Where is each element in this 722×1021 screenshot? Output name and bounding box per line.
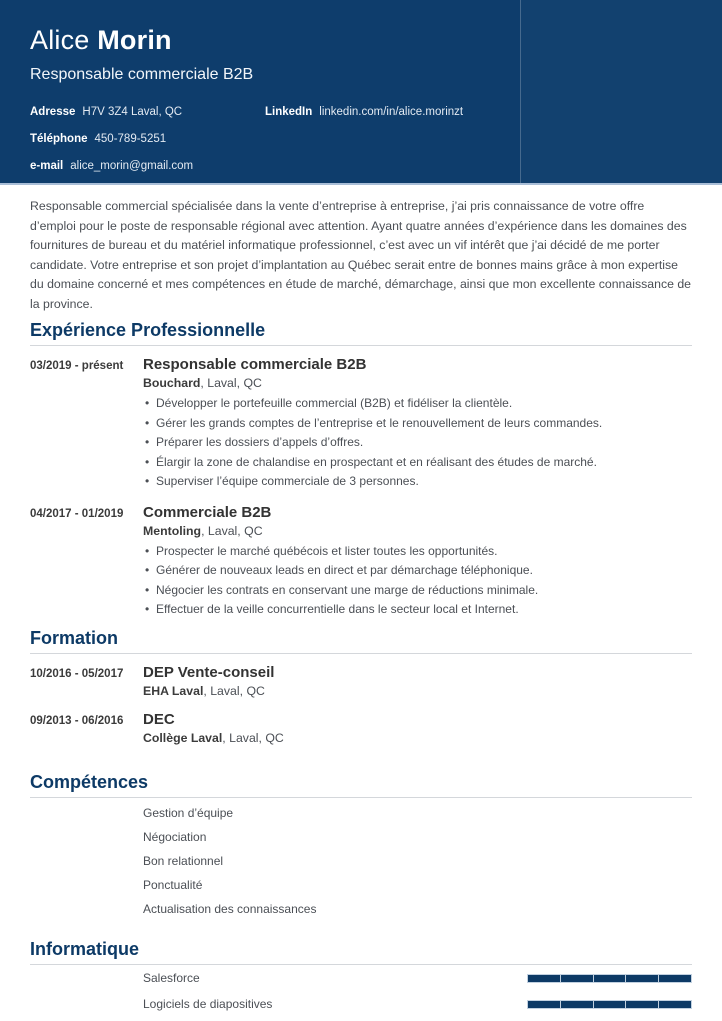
bullet-item: • Prospecter le marché québécois et lister toutes les opportunités. — [143, 542, 692, 562]
skill-spacer — [30, 878, 143, 893]
first-name: Alice — [30, 25, 90, 55]
skill-level-segment — [659, 975, 691, 982]
entry-body — [143, 504, 692, 620]
skill-spacer — [30, 902, 143, 917]
school-name: Collège Laval — [143, 730, 223, 745]
entry-company — [143, 376, 692, 391]
skill-level-segment — [561, 975, 593, 982]
contact-column-left — [30, 105, 265, 186]
contact-row-linkedin — [265, 105, 463, 119]
header — [0, 0, 722, 185]
bullet-item: • Élargir la zone de chalandise en prospectant et en réalisant des études de marché. — [143, 453, 692, 473]
skill-list — [30, 806, 692, 917]
skill-spacer — [30, 806, 143, 821]
skill-item — [30, 878, 692, 893]
entry-title: DEP Vente-conseil — [143, 663, 275, 681]
entry-body — [143, 356, 692, 492]
school-location: , Laval, QC — [222, 730, 284, 745]
contact-label-address: Adresse — [30, 106, 76, 118]
software-label: Salesforce — [143, 970, 200, 985]
contact-value-address: H7V 3Z4 Laval, QC — [82, 106, 183, 118]
company-location: , Laval, QC — [201, 523, 263, 538]
skill-level-segment — [626, 1001, 658, 1008]
software-label: Logiciels de diapositives — [143, 996, 273, 1011]
skill-level-segment — [528, 1001, 560, 1008]
section-title-skills: Compétences — [30, 772, 692, 798]
skill-level-bar — [527, 974, 692, 983]
skill-item — [30, 902, 692, 917]
school-location: , Laval, QC — [203, 683, 265, 698]
section-title-experience: Expérience Professionnelle — [30, 320, 692, 346]
contact-label-email: e-mail — [30, 160, 64, 172]
section-skills — [30, 772, 692, 917]
entry-school — [143, 684, 692, 699]
section-title-software: Informatique — [30, 939, 692, 965]
skill-label: Ponctualité — [143, 877, 203, 892]
experience-entry — [30, 356, 692, 492]
software-list — [30, 971, 692, 1012]
education-entry — [30, 711, 692, 746]
contact-row-phone — [30, 132, 265, 146]
education-entry — [30, 664, 692, 699]
entry-dates: 03/2019 - présent — [30, 360, 124, 372]
entry-school — [143, 731, 692, 746]
bullet-item: • Gérer les grands comptes de l’entreprise et le renouvellement de leurs commandes. — [143, 414, 692, 434]
entry-dates: 09/2013 - 06/2016 — [30, 714, 124, 727]
skill-item — [30, 854, 692, 869]
summary-paragraph: Responsable commercial spécialisée dans la vente d’entreprise à entreprise, j’ai pris connaissance de votre offre d’emploi pour le poste de responsable régional avec attention. Ayant quatre années d’expérience dans les domaines des fournitures de bureau et du matériel informatique professionnel, c’est avec un vif intérêt que j’ai décidé de me porter candidate. Votre entreprise et son projet d’implantation au Québec serait entre de bonnes mains grâce à mon expertise du domaine concerné et mes compétences en étude de marché, démarchage, ainsi que mon excellente connaissance de la province. — [30, 199, 692, 311]
entry-title: Responsable commerciale B2B — [143, 356, 367, 373]
contact-row-email — [30, 159, 265, 173]
skill-label: Actualisation des connaissances — [143, 901, 317, 916]
contact-row-address — [30, 105, 265, 119]
experience-entry — [30, 504, 692, 620]
skill-label: Gestion d’équipe — [143, 805, 234, 820]
skill-level-segment — [561, 1001, 593, 1008]
school-name: EHA Laval — [143, 683, 204, 698]
skill-spacer — [30, 830, 143, 845]
contact-label-linkedin: LinkedIn — [265, 106, 313, 118]
bullet-item: • Négocier les contrats en conservant une marge de réductions minimale. — [143, 581, 692, 601]
software-item — [30, 997, 692, 1012]
skill-label: Bon relationnel — [143, 853, 224, 868]
contact-label-phone: Téléphone — [30, 133, 88, 145]
contact-value-phone: 450-789-5251 — [94, 133, 167, 145]
skill-level-segment — [594, 1001, 626, 1008]
skill-label: Négociation — [143, 829, 207, 844]
job-title: Responsable commerciale B2B — [30, 66, 254, 83]
contact-value-email: alice_morin@gmail.com — [70, 160, 194, 172]
skill-level-segment — [528, 975, 560, 982]
entry-body — [143, 664, 692, 699]
entry-body — [143, 711, 692, 746]
bullet-item: • Générer de nouveaux leads en direct et par démarchage téléphonique. — [143, 561, 692, 581]
bullet-item: • Superviser l’équipe commerciale de 3 personnes. — [143, 472, 692, 492]
skill-level-bar — [527, 1000, 692, 1009]
bullet-list — [143, 394, 692, 492]
entry-company — [143, 524, 692, 539]
skill-level-segment — [626, 975, 658, 982]
section-education — [30, 628, 692, 746]
skill-level-segment — [659, 1001, 691, 1008]
software-item — [30, 971, 692, 986]
skill-level-segment — [594, 975, 626, 982]
company-location: , Laval, QC — [200, 376, 262, 390]
company-name: Mentoling — [143, 523, 202, 538]
bullet-list — [143, 542, 692, 620]
company-name: Bouchard — [143, 376, 201, 390]
entry-dates: 10/2016 - 05/2017 — [30, 667, 124, 680]
contact-list — [30, 105, 692, 186]
skill-item — [30, 806, 692, 821]
section-experience — [30, 320, 692, 620]
bullet-item: • Développer le portefeuille commercial (B2B) et fidéliser la clientèle. — [143, 394, 692, 414]
skill-item — [30, 830, 692, 845]
contact-column-right — [265, 105, 463, 186]
bullet-item: • Effectuer de la veille concurrentielle dans le secteur local et Internet. — [143, 600, 692, 620]
contact-value-linkedin: linkedin.com/in/alice.morinzt — [319, 106, 464, 118]
entry-title: Commerciale B2B — [143, 503, 272, 521]
entry-dates: 04/2017 - 01/2019 — [30, 507, 124, 520]
last-name: Morin — [97, 25, 172, 55]
skill-spacer — [30, 854, 143, 869]
name — [30, 24, 692, 56]
bullet-item: • Préparer les dossiers d’appels d’offres. — [143, 433, 692, 453]
header-content — [30, 24, 692, 186]
section-software — [30, 939, 692, 1012]
section-title-education: Formation — [30, 628, 692, 654]
entry-title: DEC — [143, 710, 175, 728]
